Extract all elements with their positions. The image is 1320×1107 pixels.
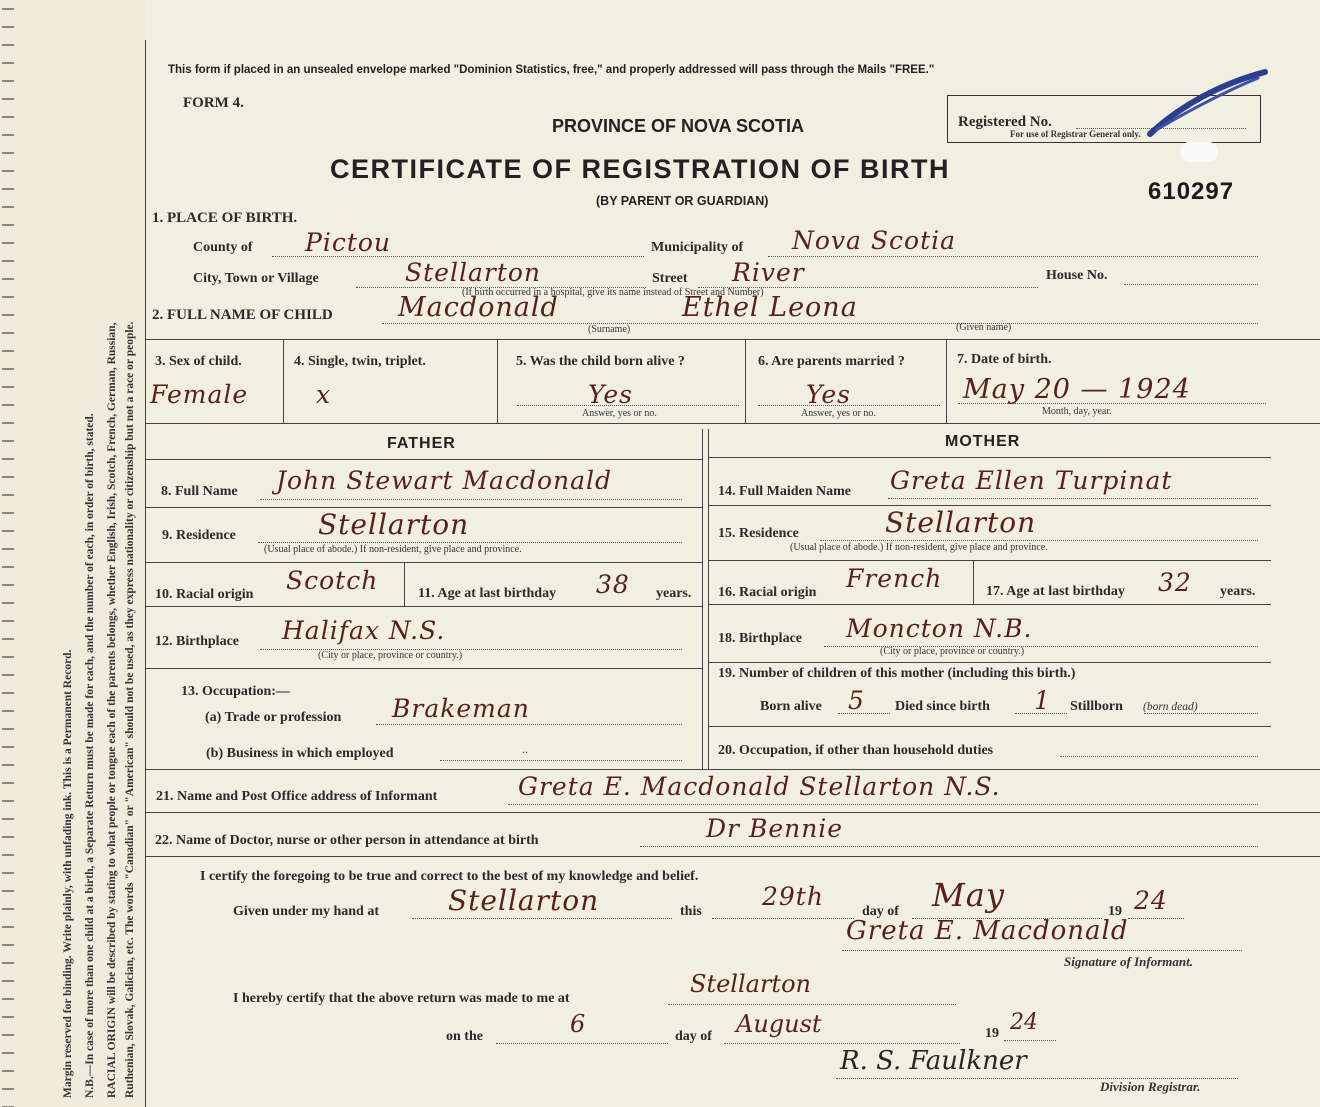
mother-age-label: 17. Age at last birthday [986,584,1125,599]
document-subtitle: (BY PARENT OR GUARDIAN) [596,194,769,208]
dob-label: 7. Date of birth. [957,352,1052,367]
father-name-value: John Stewart Macdonald [276,466,613,495]
mother-age-value: 32 [1158,568,1192,597]
born-alive-label: 5. Was the child born alive ? [516,354,685,369]
year-prefix-2: 19 [985,1026,999,1041]
house-no-label: House No. [1046,268,1108,283]
born-alive-count-label: Born alive [760,699,822,714]
given-name-caption: (Given name) [956,322,1012,333]
division-registrar-caption: Division Registrar. [1100,1079,1201,1094]
margin-rule [145,40,146,1107]
father-name-label: 8. Full Name [161,484,238,499]
died-since-value: 1 [1034,686,1051,715]
dob-caption: Month, day, year. [1042,406,1112,417]
mother-birthplace-note: (City or place, province or country.) [880,646,1025,657]
mother-birthplace-label: 18. Birthplace [718,631,802,646]
children-count-label: 19. Number of children of this mother (including this birth.) [718,666,1076,681]
doctor-label: 22. Name of Doctor, nurse or other person in attendance at birth [155,833,539,848]
business-value: .. [522,742,528,756]
document-title: CERTIFICATE OF REGISTRATION OF BIRTH [330,154,950,184]
father-residence-value: Stellarton [318,508,470,541]
died-since-label: Died since birth [895,699,990,714]
father-racial-value: Scotch [286,566,379,595]
mother-residence-label: 15. Residence [718,526,799,541]
sex-value: Female [150,380,249,409]
surname-caption: (Surname) [588,324,631,335]
father-birthplace-note: (City or place, province or country.) [318,650,463,661]
father-birthplace-label: 12. Birthplace [155,634,239,649]
stillborn-label: Stillborn [1070,699,1123,714]
born-alive-value: Yes [588,380,633,409]
given-under-label: Given under my hand at [233,904,379,919]
mother-heading: MOTHER [945,433,1021,450]
mother-name-value: Greta Ellen Turpinat [890,466,1173,495]
given-year-value: 24 [1134,886,1168,915]
trade-label: (a) Trade or profession [205,710,342,725]
mother-name-label: 14. Full Maiden Name [718,484,851,499]
informant-signature: Greta E. Macdonald [846,916,1129,946]
married-caption: Answer, yes or no. [801,408,876,419]
street-label: Street [652,271,688,286]
child-surname-value: Macdonald [398,292,559,323]
father-years-label: years. [656,586,692,601]
child-name-label: 2. FULL NAME OF CHILD [152,307,333,323]
reg-month-value: August [736,1010,822,1038]
binding-margin [0,0,145,1107]
county-label: County of [193,240,253,255]
born-alive-count-value: 5 [848,686,865,715]
doctor-value: Dr Bennie [706,814,844,843]
hereby-label: I hereby certify that the above return was made to me at [233,991,570,1006]
county-value: Pictou [305,228,392,257]
registrar-signature: R. S. Faulkner [840,1046,1027,1076]
registrar-use-note: For use of Registrar General only. [1010,129,1141,139]
mother-years-label: years. [1220,584,1256,599]
father-heading: FATHER [387,435,456,452]
trade-value: Brakeman [392,694,530,723]
mother-racial-label: 16. Racial origin [718,585,817,600]
municipality-label: Municipality of [651,240,744,255]
father-abode-note: (Usual place of abode.) If non-resident, give place and province. [264,544,522,555]
on-the-label: on the [446,1029,483,1044]
married-label: 6. Are parents married ? [758,354,905,369]
signature-caption: Signature of Informant. [1064,954,1193,969]
reg-year-value: 24 [1010,1010,1038,1035]
informant-value: Greta E. Macdonald Stellarton N.S. [518,772,1001,801]
mail-note: This form if placed in an unsealed envelope marked "Dominion Statistics, free," and properly addressed will pass through the Mails "FREE." [168,64,935,76]
child-given-value: Ethel Leona [682,292,858,323]
sex-label: 3. Sex of child. [155,354,242,369]
form-number: FORM 4. [183,95,244,111]
registered-label: Registered No. [958,114,1052,130]
father-age-label: 11. Age at last birthday [418,586,557,601]
mother-racial-value: French [846,564,943,593]
born-dead-note: (born dead) [1143,701,1198,713]
father-racial-label: 10. Racial origin [155,587,254,602]
margin-note-binding: Margin reserved for binding. Write plainly, with unfading ink. This is a Permanent Record. [62,649,74,1098]
informant-label: 21. Name and Post Office address of Informant [156,789,438,804]
mother-birthplace-value: Moncton N.B. [846,614,1033,643]
margin-note-racial: RACIAL ORIGIN will be described by stating to what people or tongue each of the parents belongs, whether English, Irish, Scotch, French, German, Russian, [106,322,118,1098]
street-value: River [732,258,805,287]
day-of-label: day of [862,904,899,919]
erasure-patch [1181,142,1217,162]
business-label: (b) Business in which employed [206,746,394,761]
reg-day-value: 6 [570,1010,586,1038]
place-of-birth-label: 1. PLACE OF BIRTH. [152,210,298,226]
registrar-place-value: Stellarton [690,970,811,998]
city-value: Stellarton [405,258,542,287]
father-age-value: 38 [596,570,630,599]
this-label: this [680,904,702,919]
given-day-value: 29th [762,882,824,911]
year-prefix: 19 [1108,904,1122,919]
municipality-value: Nova Scotia [792,226,957,255]
day-of-label-2: day of [675,1029,712,1044]
certificate-number: 610297 [1148,178,1235,205]
mother-occupation-label: 20. Occupation, if other than household duties [718,743,994,758]
married-value: Yes [806,380,851,409]
certify-text: I certify the foregoing to be true and correct to the best of my knowledge and belief. [200,869,699,884]
dob-value: May 20 — 1924 [963,374,1191,405]
given-month-value: May [932,876,1005,914]
born-alive-caption: Answer, yes or no. [582,408,657,419]
mother-abode-note: (Usual place of abode.) If non-resident, give place and province. [790,542,1048,553]
plurality-label: 4. Single, twin, triplet. [294,354,426,369]
margin-note-nb: N.B.—In case of more than one child at a birth, a Separate Return must be made for each, and the number of each, in order of birth, stated. [84,413,96,1098]
margin-note-racial-2: Ruthenian, Slovak, Galician, etc. The words "Canadian" or "American" should not be used, as they express nationality or citizenship but not a race or people. [124,321,136,1098]
hospital-note: (If birth occurred in a hospital, give its name instead of Street and Number) [462,287,764,298]
plurality-value: x [316,380,332,409]
given-at-value: Stellarton [448,884,600,917]
city-label: City, Town or Village [193,271,319,286]
father-birthplace-value: Halifax N.S. [282,616,446,645]
punch-holes [2,0,14,1107]
occupation-label: 13. Occupation:— [181,684,290,699]
father-residence-label: 9. Residence [162,528,236,543]
mother-residence-value: Stellarton [885,506,1037,539]
ink-mark [1140,66,1270,146]
province-heading: PROVINCE OF NOVA SCOTIA [552,116,805,136]
